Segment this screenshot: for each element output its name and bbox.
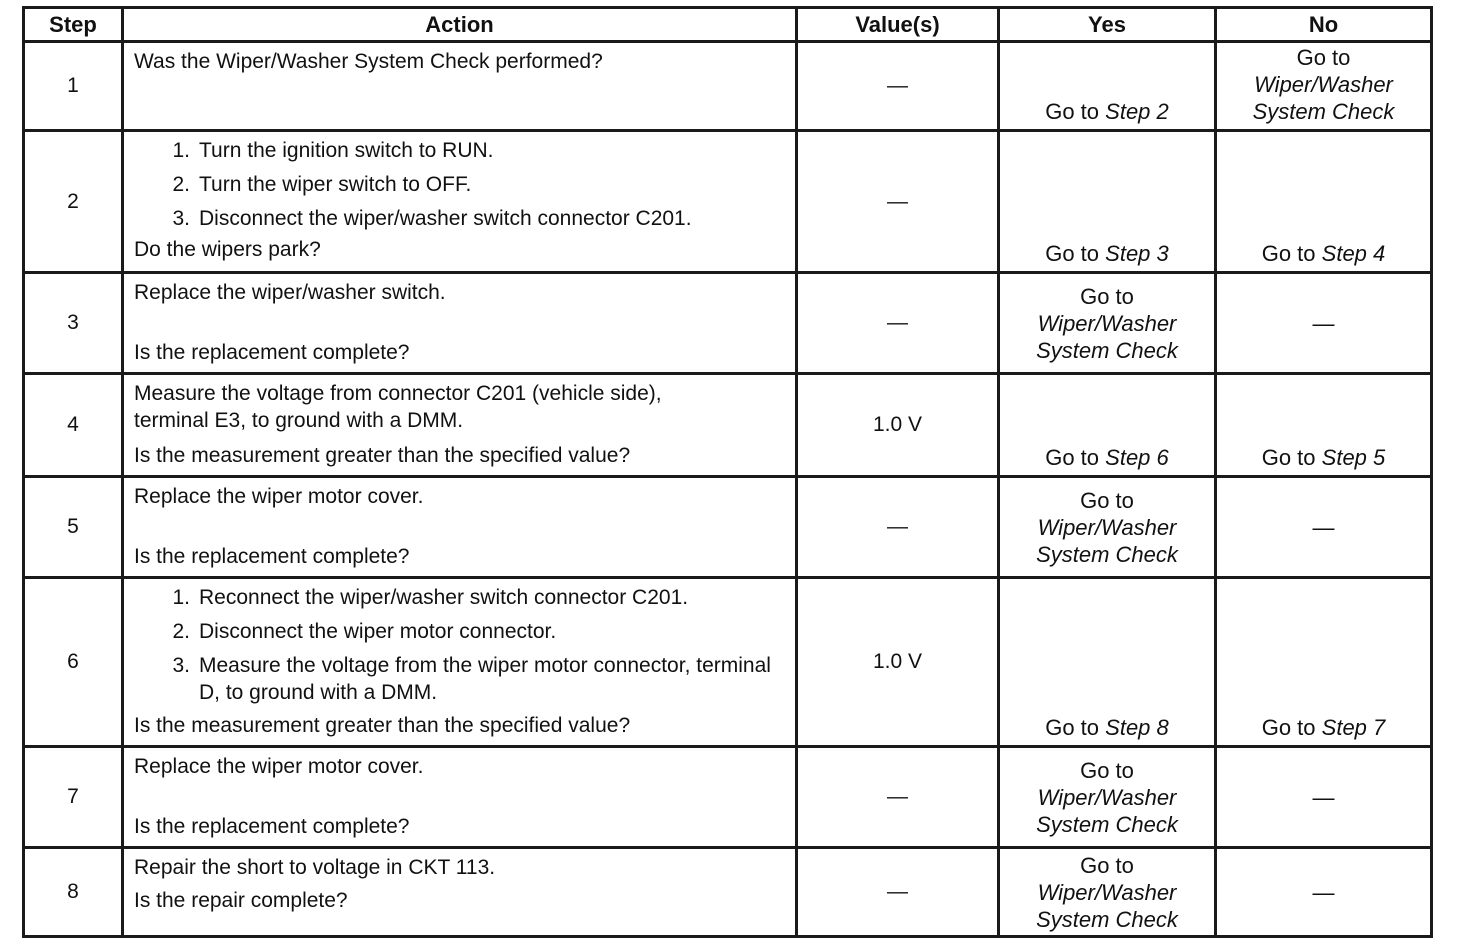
action-text: Was the Wiper/Washer System Check performed? xyxy=(134,50,603,73)
yes-cell xyxy=(999,273,1216,374)
step-number: 7 xyxy=(24,747,123,848)
yes-cell xyxy=(999,477,1216,578)
action-cell xyxy=(123,848,797,937)
yes-link-line1[interactable]: Wiper/Washer xyxy=(1037,514,1177,540)
action-cell xyxy=(123,42,797,131)
value-cell: — xyxy=(797,477,999,578)
action-step-list xyxy=(134,137,785,232)
list-item-text: Disconnect the wiper/washer switch connector C201. xyxy=(199,207,692,230)
list-item xyxy=(134,584,785,611)
yes-prefix: Go to xyxy=(1045,99,1100,124)
value-cell: 1.0 V xyxy=(797,578,999,747)
yes-link-line1[interactable]: Wiper/Washer xyxy=(1037,310,1177,336)
yes-cell xyxy=(999,42,1216,131)
list-item xyxy=(134,652,785,706)
action-question: Do the wipers park? xyxy=(134,238,321,261)
action-question: Is the measurement greater than the specified value? xyxy=(134,444,631,467)
action-cell xyxy=(123,578,797,747)
no-prefix: Go to xyxy=(1261,445,1316,470)
yes-link[interactable]: Step 3 xyxy=(1105,241,1169,266)
list-item-text: Turn the ignition switch to RUN. xyxy=(199,139,494,162)
list-item-number: 1. xyxy=(172,586,190,609)
step-number: 3 xyxy=(24,273,123,374)
no-cell: — xyxy=(1216,747,1432,848)
value-cell: — xyxy=(797,273,999,374)
header-no: No xyxy=(1216,8,1432,42)
no-link[interactable]: Step 7 xyxy=(1321,715,1386,740)
list-item-text: Disconnect the wiper motor connector. xyxy=(199,620,557,643)
header-values: Value(s) xyxy=(797,8,999,42)
no-link-line2[interactable]: System Check xyxy=(1252,99,1395,124)
action-question: Is the replacement complete? xyxy=(134,341,410,364)
yes-prefix: Go to xyxy=(1045,445,1100,470)
list-item-number: 1. xyxy=(172,139,190,162)
table-row xyxy=(24,477,1432,578)
action-question: Is the measurement greater than the specified value? xyxy=(134,714,631,737)
yes-cell xyxy=(999,848,1216,937)
list-item-number: 3. xyxy=(172,207,190,230)
yes-prefix: Go to xyxy=(1045,715,1100,740)
list-item xyxy=(134,137,785,164)
yes-prefix: Go to xyxy=(1080,757,1134,783)
value-cell: — xyxy=(797,131,999,273)
diagnostic-table xyxy=(22,6,1433,938)
table-row xyxy=(24,273,1432,374)
action-text: Replace the wiper/washer switch. xyxy=(134,281,446,304)
yes-link-line1[interactable]: Wiper/Washer xyxy=(1037,784,1177,810)
no-cell xyxy=(1216,374,1432,477)
no-cell xyxy=(1216,42,1432,131)
action-cell xyxy=(123,747,797,848)
table-row xyxy=(24,131,1432,273)
list-item-number: 3. xyxy=(172,654,190,677)
yes-link[interactable]: Step 6 xyxy=(1105,445,1169,470)
value-cell: — xyxy=(797,747,999,848)
yes-prefix: Go to xyxy=(1080,487,1134,513)
yes-prefix: Go to xyxy=(1080,283,1134,309)
action-text: Repair the short to voltage in CKT 113. xyxy=(134,856,496,879)
table-row xyxy=(24,848,1432,937)
table-row xyxy=(24,42,1432,131)
yes-link[interactable]: Step 2 xyxy=(1105,99,1169,124)
yes-cell xyxy=(999,747,1216,848)
no-prefix: Go to xyxy=(1296,45,1351,70)
list-item-text: Reconnect the wiper/washer switch connector C201. xyxy=(199,586,689,609)
header-step: Step xyxy=(24,8,123,42)
yes-link-line2[interactable]: System Check xyxy=(1036,337,1178,363)
step-number: 6 xyxy=(24,578,123,747)
no-cell: — xyxy=(1216,273,1432,374)
list-item xyxy=(134,205,785,232)
yes-link-line2[interactable]: System Check xyxy=(1036,811,1178,837)
table-row xyxy=(24,747,1432,848)
yes-link-line2[interactable]: System Check xyxy=(1036,906,1178,932)
step-number: 8 xyxy=(24,848,123,937)
list-item-number: 2. xyxy=(172,173,190,196)
action-question: Is the replacement complete? xyxy=(134,545,410,568)
no-cell xyxy=(1216,131,1432,273)
yes-cell xyxy=(999,131,1216,273)
header-action: Action xyxy=(123,8,797,42)
list-item-text: Turn the wiper switch to OFF. xyxy=(199,173,472,196)
yes-prefix: Go to xyxy=(1080,852,1134,878)
yes-prefix: Go to xyxy=(1045,241,1100,266)
step-number: 2 xyxy=(24,131,123,273)
no-link-line1[interactable]: Wiper/Washer xyxy=(1254,72,1393,97)
step-number: 4 xyxy=(24,374,123,477)
no-link[interactable]: Step 5 xyxy=(1321,445,1386,470)
header-row xyxy=(24,8,1432,42)
table-row xyxy=(24,578,1432,747)
no-prefix: Go to xyxy=(1261,241,1316,266)
yes-cell xyxy=(999,374,1216,477)
no-cell xyxy=(1216,578,1432,747)
header-yes: Yes xyxy=(999,8,1216,42)
action-text: Replace the wiper motor cover. xyxy=(134,485,424,508)
yes-link-line1[interactable]: Wiper/Washer xyxy=(1037,879,1177,905)
no-cell: — xyxy=(1216,848,1432,937)
value-cell: 1.0 V xyxy=(797,374,999,477)
action-text-line2: terminal E3, to ground with a DMM. xyxy=(134,409,464,432)
step-number: 1 xyxy=(24,42,123,131)
list-item xyxy=(134,171,785,198)
no-link[interactable]: Step 4 xyxy=(1321,241,1386,266)
action-text: Replace the wiper motor cover. xyxy=(134,755,424,778)
yes-cell xyxy=(999,578,1216,747)
value-cell: — xyxy=(797,848,999,937)
action-cell xyxy=(123,273,797,374)
yes-link-line2[interactable]: System Check xyxy=(1036,541,1178,567)
yes-link[interactable]: Step 8 xyxy=(1105,715,1169,740)
table-row xyxy=(24,374,1432,477)
action-text-line1: Measure the voltage from connector C201 (vehicle side), xyxy=(134,382,662,405)
action-cell xyxy=(123,131,797,273)
action-question: Is the replacement complete? xyxy=(134,815,410,838)
step-number: 5 xyxy=(24,477,123,578)
action-cell xyxy=(123,374,797,477)
value-cell: — xyxy=(797,42,999,131)
no-cell: — xyxy=(1216,477,1432,578)
list-item xyxy=(134,618,785,645)
list-item-text: Measure the voltage from the wiper motor connector, terminal D, to ground with a DMM. xyxy=(199,654,771,704)
list-item-number: 2. xyxy=(172,620,190,643)
action-step-list xyxy=(134,584,785,706)
action-cell xyxy=(123,477,797,578)
action-question: Is the repair complete? xyxy=(134,889,348,912)
no-prefix: Go to xyxy=(1261,715,1316,740)
